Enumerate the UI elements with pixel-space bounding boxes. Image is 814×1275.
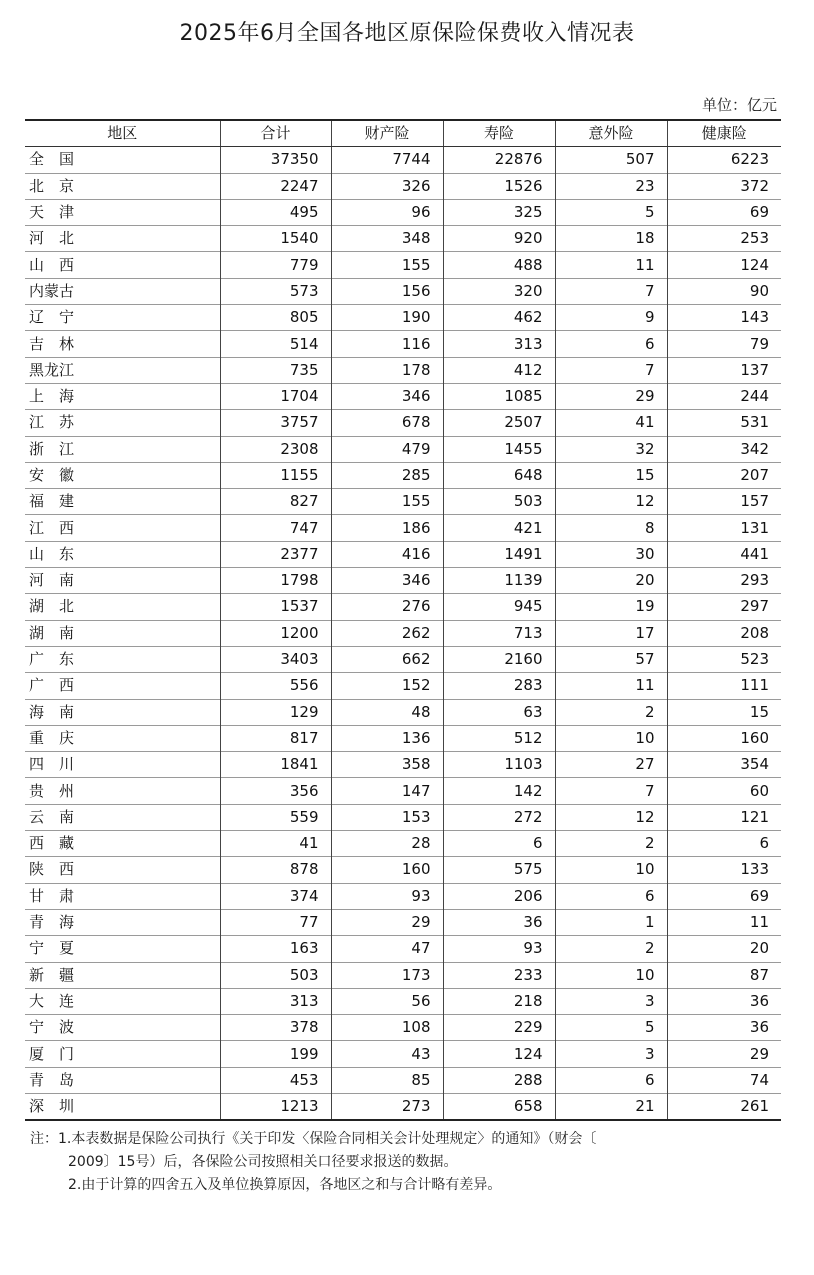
accident-cell: 41 bbox=[555, 410, 667, 436]
total-cell: 779 bbox=[220, 252, 331, 278]
life-cell: 63 bbox=[443, 699, 555, 725]
table-row bbox=[25, 673, 781, 699]
health-cell: 137 bbox=[667, 357, 781, 383]
region-cell: 河 南 bbox=[25, 568, 220, 594]
health-cell: 354 bbox=[667, 752, 781, 778]
property-cell: 96 bbox=[331, 199, 443, 225]
health-cell: 90 bbox=[667, 278, 781, 304]
life-cell: 488 bbox=[443, 252, 555, 278]
region-cell: 新 疆 bbox=[25, 962, 220, 988]
total-cell: 1798 bbox=[220, 568, 331, 594]
table-row bbox=[25, 831, 781, 857]
table-row bbox=[25, 305, 781, 331]
total-cell: 1200 bbox=[220, 620, 331, 646]
health-cell: 79 bbox=[667, 331, 781, 357]
property-cell: 160 bbox=[331, 857, 443, 883]
life-cell: 1139 bbox=[443, 568, 555, 594]
table-row bbox=[25, 357, 781, 383]
total-cell: 3757 bbox=[220, 410, 331, 436]
life-cell: 36 bbox=[443, 909, 555, 935]
accident-cell: 17 bbox=[555, 620, 667, 646]
total-cell: 374 bbox=[220, 883, 331, 909]
property-cell: 28 bbox=[331, 831, 443, 857]
property-cell: 93 bbox=[331, 883, 443, 909]
total-cell: 378 bbox=[220, 1015, 331, 1041]
region-cell: 广 东 bbox=[25, 646, 220, 672]
total-cell: 2308 bbox=[220, 436, 331, 462]
total-cell: 878 bbox=[220, 857, 331, 883]
property-cell: 186 bbox=[331, 515, 443, 541]
accident-cell: 6 bbox=[555, 1067, 667, 1093]
region-cell: 青 海 bbox=[25, 909, 220, 935]
property-cell: 662 bbox=[331, 646, 443, 672]
note-line-3: 2.由于计算的四舍五入及单位换算原因，各地区之和与合计略有差异。 bbox=[68, 1177, 502, 1193]
region-cell: 山 西 bbox=[25, 252, 220, 278]
life-cell: 206 bbox=[443, 883, 555, 909]
region-cell: 全 国 bbox=[25, 147, 220, 173]
accident-cell: 2 bbox=[555, 831, 667, 857]
region-cell: 陕 西 bbox=[25, 857, 220, 883]
health-cell: 29 bbox=[667, 1041, 781, 1067]
accident-cell: 11 bbox=[555, 252, 667, 278]
total-cell: 1540 bbox=[220, 226, 331, 252]
region-cell: 吉 林 bbox=[25, 331, 220, 357]
table-row bbox=[25, 278, 781, 304]
region-cell: 安 徽 bbox=[25, 462, 220, 488]
life-cell: 575 bbox=[443, 857, 555, 883]
property-cell: 273 bbox=[331, 1093, 443, 1120]
table-row bbox=[25, 646, 781, 672]
property-cell: 47 bbox=[331, 936, 443, 962]
property-cell: 155 bbox=[331, 489, 443, 515]
accident-cell: 3 bbox=[555, 1041, 667, 1067]
total-cell: 163 bbox=[220, 936, 331, 962]
accident-cell: 507 bbox=[555, 147, 667, 173]
life-cell: 512 bbox=[443, 725, 555, 751]
region-cell: 厦 门 bbox=[25, 1041, 220, 1067]
note-line-1: 注：1.本表数据是保险公司执行《关于印发〈保险合同相关会计处理规定〉的通知》（财会〔 bbox=[30, 1131, 597, 1147]
accident-cell: 10 bbox=[555, 857, 667, 883]
property-cell: 108 bbox=[331, 1015, 443, 1041]
unit-label: 单位：亿元 bbox=[701, 96, 777, 114]
health-cell: 20 bbox=[667, 936, 781, 962]
health-cell: 342 bbox=[667, 436, 781, 462]
health-cell: 207 bbox=[667, 462, 781, 488]
property-cell: 276 bbox=[331, 594, 443, 620]
region-cell: 河 北 bbox=[25, 226, 220, 252]
total-cell: 805 bbox=[220, 305, 331, 331]
life-cell: 713 bbox=[443, 620, 555, 646]
region-cell: 西 藏 bbox=[25, 831, 220, 857]
health-cell: 253 bbox=[667, 226, 781, 252]
property-cell: 285 bbox=[331, 462, 443, 488]
property-cell: 85 bbox=[331, 1067, 443, 1093]
health-cell: 244 bbox=[667, 383, 781, 409]
life-cell: 920 bbox=[443, 226, 555, 252]
property-cell: 416 bbox=[331, 541, 443, 567]
table-row bbox=[25, 594, 781, 620]
table-row bbox=[25, 410, 781, 436]
region-cell: 浙 江 bbox=[25, 436, 220, 462]
region-cell: 青 岛 bbox=[25, 1067, 220, 1093]
accident-cell: 8 bbox=[555, 515, 667, 541]
table-row bbox=[25, 1067, 781, 1093]
accident-cell: 1 bbox=[555, 909, 667, 935]
total-cell: 573 bbox=[220, 278, 331, 304]
accident-cell: 7 bbox=[555, 278, 667, 304]
life-cell: 124 bbox=[443, 1041, 555, 1067]
table-row bbox=[25, 515, 781, 541]
health-cell: 6 bbox=[667, 831, 781, 857]
footnotes bbox=[30, 1128, 786, 1197]
life-cell: 503 bbox=[443, 489, 555, 515]
premium-table bbox=[25, 119, 781, 1121]
accident-cell: 5 bbox=[555, 1015, 667, 1041]
table-row bbox=[25, 804, 781, 830]
health-cell: 111 bbox=[667, 673, 781, 699]
total-cell: 747 bbox=[220, 515, 331, 541]
accident-cell: 30 bbox=[555, 541, 667, 567]
table-row bbox=[25, 226, 781, 252]
health-cell: 69 bbox=[667, 883, 781, 909]
region-cell: 贵 州 bbox=[25, 778, 220, 804]
life-cell: 421 bbox=[443, 515, 555, 541]
table-row bbox=[25, 462, 781, 488]
life-cell: 1103 bbox=[443, 752, 555, 778]
health-cell: 11 bbox=[667, 909, 781, 935]
property-cell: 479 bbox=[331, 436, 443, 462]
accident-cell: 2 bbox=[555, 936, 667, 962]
accident-cell: 27 bbox=[555, 752, 667, 778]
table-row bbox=[25, 1041, 781, 1067]
table-row bbox=[25, 778, 781, 804]
table-row bbox=[25, 173, 781, 199]
property-cell: 48 bbox=[331, 699, 443, 725]
life-cell: 272 bbox=[443, 804, 555, 830]
region-cell: 辽 宁 bbox=[25, 305, 220, 331]
health-cell: 143 bbox=[667, 305, 781, 331]
region-cell: 深 圳 bbox=[25, 1093, 220, 1120]
region-cell: 上 海 bbox=[25, 383, 220, 409]
life-cell: 320 bbox=[443, 278, 555, 304]
health-cell: 15 bbox=[667, 699, 781, 725]
region-cell: 天 津 bbox=[25, 199, 220, 225]
table-row bbox=[25, 857, 781, 883]
health-cell: 208 bbox=[667, 620, 781, 646]
total-cell: 2247 bbox=[220, 173, 331, 199]
accident-cell: 5 bbox=[555, 199, 667, 225]
property-cell: 155 bbox=[331, 252, 443, 278]
region-cell: 重 庆 bbox=[25, 725, 220, 751]
region-cell: 江 苏 bbox=[25, 410, 220, 436]
life-cell: 648 bbox=[443, 462, 555, 488]
total-cell: 503 bbox=[220, 962, 331, 988]
health-cell: 69 bbox=[667, 199, 781, 225]
total-cell: 129 bbox=[220, 699, 331, 725]
property-cell: 326 bbox=[331, 173, 443, 199]
accident-cell: 12 bbox=[555, 489, 667, 515]
region-cell: 内蒙古 bbox=[25, 278, 220, 304]
property-cell: 348 bbox=[331, 226, 443, 252]
health-cell: 124 bbox=[667, 252, 781, 278]
region-cell: 甘 肃 bbox=[25, 883, 220, 909]
property-cell: 178 bbox=[331, 357, 443, 383]
property-cell: 7744 bbox=[331, 147, 443, 173]
property-cell: 173 bbox=[331, 962, 443, 988]
region-cell: 福 建 bbox=[25, 489, 220, 515]
life-cell: 229 bbox=[443, 1015, 555, 1041]
accident-cell: 32 bbox=[555, 436, 667, 462]
note-line-2: 2009〕15号）后，各保险公司按照相关口径要求报送的数据。 bbox=[68, 1154, 458, 1170]
life-cell: 142 bbox=[443, 778, 555, 804]
property-cell: 156 bbox=[331, 278, 443, 304]
accident-cell: 23 bbox=[555, 173, 667, 199]
region-cell: 海 南 bbox=[25, 699, 220, 725]
accident-cell: 7 bbox=[555, 778, 667, 804]
health-cell: 36 bbox=[667, 988, 781, 1014]
table-row bbox=[25, 936, 781, 962]
accident-cell: 7 bbox=[555, 357, 667, 383]
total-cell: 37350 bbox=[220, 147, 331, 173]
health-cell: 131 bbox=[667, 515, 781, 541]
life-cell: 412 bbox=[443, 357, 555, 383]
accident-cell: 10 bbox=[555, 725, 667, 751]
table-row bbox=[25, 752, 781, 778]
health-cell: 160 bbox=[667, 725, 781, 751]
region-cell: 宁 波 bbox=[25, 1015, 220, 1041]
accident-cell: 6 bbox=[555, 331, 667, 357]
total-cell: 556 bbox=[220, 673, 331, 699]
property-cell: 56 bbox=[331, 988, 443, 1014]
life-cell: 1491 bbox=[443, 541, 555, 567]
property-cell: 29 bbox=[331, 909, 443, 935]
accident-cell: 2 bbox=[555, 699, 667, 725]
table-row bbox=[25, 725, 781, 751]
life-cell: 325 bbox=[443, 199, 555, 225]
table-row bbox=[25, 568, 781, 594]
health-cell: 87 bbox=[667, 962, 781, 988]
life-cell: 288 bbox=[443, 1067, 555, 1093]
health-cell: 297 bbox=[667, 594, 781, 620]
table-row bbox=[25, 331, 781, 357]
property-cell: 346 bbox=[331, 568, 443, 594]
table-row bbox=[25, 489, 781, 515]
health-cell: 523 bbox=[667, 646, 781, 672]
property-cell: 152 bbox=[331, 673, 443, 699]
life-cell: 1526 bbox=[443, 173, 555, 199]
accident-cell: 6 bbox=[555, 883, 667, 909]
accident-cell: 15 bbox=[555, 462, 667, 488]
table-row bbox=[25, 147, 781, 173]
region-cell: 北 京 bbox=[25, 173, 220, 199]
health-cell: 121 bbox=[667, 804, 781, 830]
life-cell: 1085 bbox=[443, 383, 555, 409]
table-header-row bbox=[25, 120, 781, 147]
table-row bbox=[25, 883, 781, 909]
total-cell: 313 bbox=[220, 988, 331, 1014]
health-cell: 133 bbox=[667, 857, 781, 883]
total-cell: 2377 bbox=[220, 541, 331, 567]
life-cell: 22876 bbox=[443, 147, 555, 173]
life-cell: 313 bbox=[443, 331, 555, 357]
property-cell: 153 bbox=[331, 804, 443, 830]
total-cell: 817 bbox=[220, 725, 331, 751]
total-cell: 1841 bbox=[220, 752, 331, 778]
header-life: 寿险 bbox=[443, 120, 555, 147]
total-cell: 559 bbox=[220, 804, 331, 830]
table-row bbox=[25, 909, 781, 935]
total-cell: 495 bbox=[220, 199, 331, 225]
table-row bbox=[25, 199, 781, 225]
property-cell: 43 bbox=[331, 1041, 443, 1067]
region-cell: 四 川 bbox=[25, 752, 220, 778]
region-cell: 广 西 bbox=[25, 673, 220, 699]
total-cell: 356 bbox=[220, 778, 331, 804]
property-cell: 136 bbox=[331, 725, 443, 751]
accident-cell: 9 bbox=[555, 305, 667, 331]
life-cell: 233 bbox=[443, 962, 555, 988]
region-cell: 宁 夏 bbox=[25, 936, 220, 962]
header-property: 财产险 bbox=[331, 120, 443, 147]
total-cell: 1155 bbox=[220, 462, 331, 488]
table-row bbox=[25, 620, 781, 646]
table-body bbox=[25, 147, 781, 1120]
region-cell: 云 南 bbox=[25, 804, 220, 830]
life-cell: 6 bbox=[443, 831, 555, 857]
accident-cell: 10 bbox=[555, 962, 667, 988]
accident-cell: 20 bbox=[555, 568, 667, 594]
table-row bbox=[25, 541, 781, 567]
life-cell: 283 bbox=[443, 673, 555, 699]
property-cell: 678 bbox=[331, 410, 443, 436]
health-cell: 261 bbox=[667, 1093, 781, 1120]
header-region: 地区 bbox=[25, 120, 220, 147]
total-cell: 41 bbox=[220, 831, 331, 857]
property-cell: 346 bbox=[331, 383, 443, 409]
life-cell: 218 bbox=[443, 988, 555, 1014]
property-cell: 190 bbox=[331, 305, 443, 331]
life-cell: 945 bbox=[443, 594, 555, 620]
region-cell: 江 西 bbox=[25, 515, 220, 541]
accident-cell: 21 bbox=[555, 1093, 667, 1120]
property-cell: 147 bbox=[331, 778, 443, 804]
health-cell: 531 bbox=[667, 410, 781, 436]
accident-cell: 57 bbox=[555, 646, 667, 672]
table-row bbox=[25, 962, 781, 988]
life-cell: 93 bbox=[443, 936, 555, 962]
health-cell: 60 bbox=[667, 778, 781, 804]
life-cell: 1455 bbox=[443, 436, 555, 462]
health-cell: 36 bbox=[667, 1015, 781, 1041]
property-cell: 262 bbox=[331, 620, 443, 646]
life-cell: 462 bbox=[443, 305, 555, 331]
accident-cell: 12 bbox=[555, 804, 667, 830]
accident-cell: 18 bbox=[555, 226, 667, 252]
page-title: 2025年6月全国各地区原保险保费收入情况表 bbox=[179, 21, 635, 46]
accident-cell: 29 bbox=[555, 383, 667, 409]
total-cell: 77 bbox=[220, 909, 331, 935]
life-cell: 2507 bbox=[443, 410, 555, 436]
total-cell: 1537 bbox=[220, 594, 331, 620]
table-row bbox=[25, 252, 781, 278]
health-cell: 6223 bbox=[667, 147, 781, 173]
accident-cell: 3 bbox=[555, 988, 667, 1014]
table-row bbox=[25, 699, 781, 725]
table-row bbox=[25, 1015, 781, 1041]
header-accident: 意外险 bbox=[555, 120, 667, 147]
total-cell: 1704 bbox=[220, 383, 331, 409]
header-total: 合计 bbox=[220, 120, 331, 147]
health-cell: 157 bbox=[667, 489, 781, 515]
total-cell: 1213 bbox=[220, 1093, 331, 1120]
health-cell: 372 bbox=[667, 173, 781, 199]
table-row bbox=[25, 383, 781, 409]
accident-cell: 19 bbox=[555, 594, 667, 620]
accident-cell: 11 bbox=[555, 673, 667, 699]
health-cell: 74 bbox=[667, 1067, 781, 1093]
property-cell: 116 bbox=[331, 331, 443, 357]
health-cell: 441 bbox=[667, 541, 781, 567]
total-cell: 3403 bbox=[220, 646, 331, 672]
total-cell: 827 bbox=[220, 489, 331, 515]
region-cell: 山 东 bbox=[25, 541, 220, 567]
region-cell: 湖 北 bbox=[25, 594, 220, 620]
total-cell: 735 bbox=[220, 357, 331, 383]
table-row bbox=[25, 988, 781, 1014]
life-cell: 658 bbox=[443, 1093, 555, 1120]
table-row bbox=[25, 436, 781, 462]
region-cell: 湖 南 bbox=[25, 620, 220, 646]
table-row bbox=[25, 1093, 781, 1120]
region-cell: 大 连 bbox=[25, 988, 220, 1014]
property-cell: 358 bbox=[331, 752, 443, 778]
health-cell: 293 bbox=[667, 568, 781, 594]
total-cell: 199 bbox=[220, 1041, 331, 1067]
total-cell: 453 bbox=[220, 1067, 331, 1093]
header-health: 健康险 bbox=[667, 120, 781, 147]
region-cell: 黑龙江 bbox=[25, 357, 220, 383]
total-cell: 514 bbox=[220, 331, 331, 357]
life-cell: 2160 bbox=[443, 646, 555, 672]
